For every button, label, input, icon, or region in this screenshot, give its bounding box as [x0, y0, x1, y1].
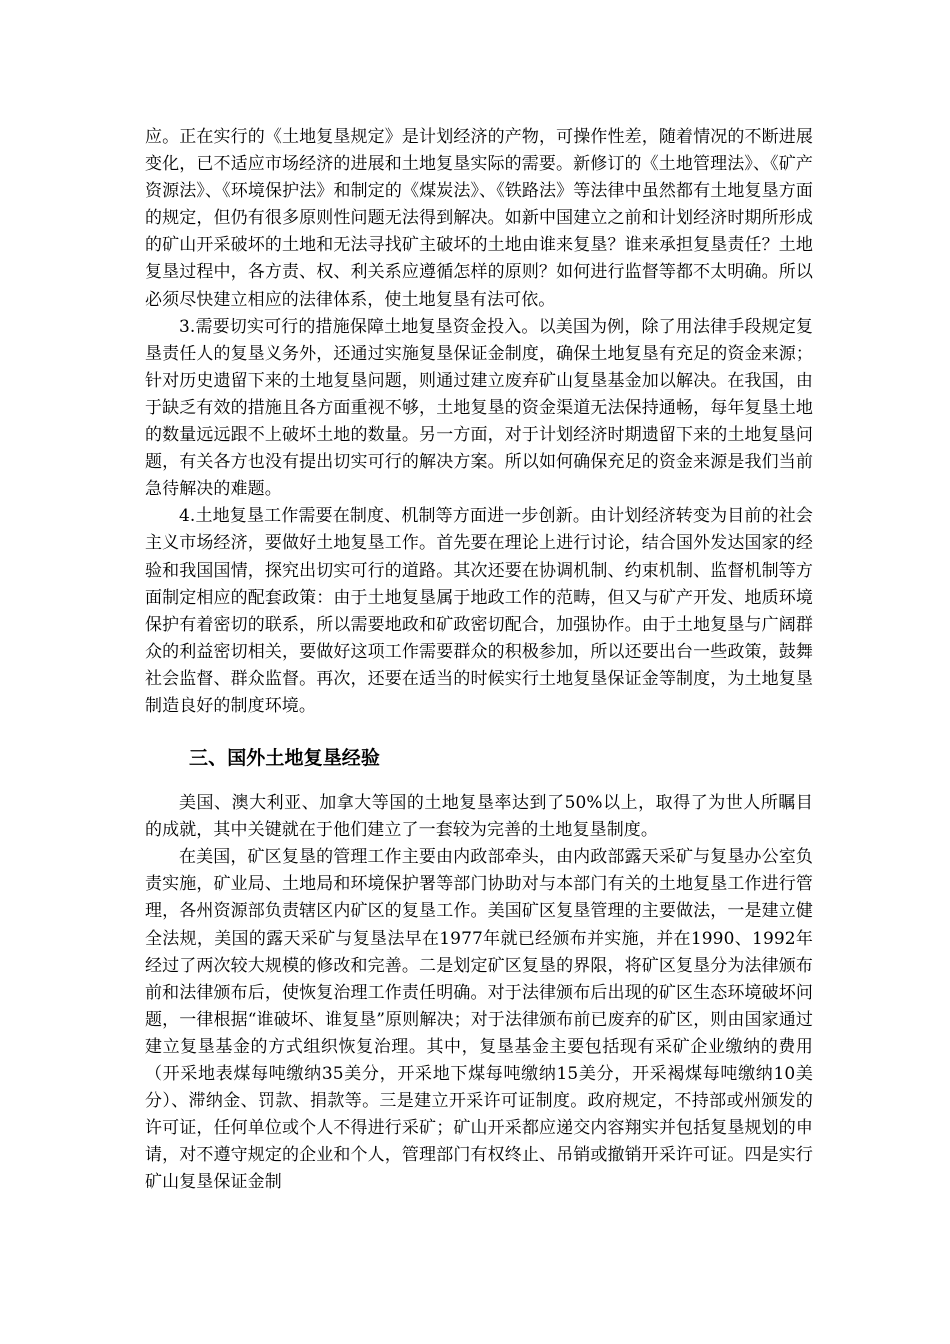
paragraph-law-system: 应。正在实行的《土地复垦规定》是计划经济的产物，可操作性差，随着情况的不断进展变化，已不适应市场经济的进展和土地复垦实际的需要。新修订的《土地管理法》、《矿产资源法》、《环境保护法》和制定的《煤炭法》、《铁路法》等法律中虽然都有土地复垦方面的规定，但仍有很多原则性问题无法得到解决。如新中国建立之前和计划经济时期所形成的矿山开采破坏的土地和无法寻找矿主破坏的土地由谁来复垦？谁来承担复垦责任？土地复垦过程中，各方责、权、利关系应遵循怎样的原则？如何进行监督等都不太明确。所以必须尽快建立相应的法律体系，使土地复垦有法可依。 [145, 127, 813, 310]
paragraph-funding: 3.需要切实可行的措施保障土地复垦资金投入。以美国为例，除了用法律手段规定复垦责任人的复垦义务外，还通过实施复垦保证金制度，确保土地复垦有充足的资金来源；针对历史遗留下来的土地复垦问题，则通过建立废弃矿山复垦基金加以解决。在我国，由于缺乏有效的措施且各方面重视不够，土地复垦的资金渠道无法保持通畅，每年复垦土地的数量远远跟不上破坏土地的数量。另一方面，对于计划经济时期遗留下来的土地复垦问题，有关各方也没有提出切实可行的解决方案。所以如何确保充足的资金来源是我们当前急待解决的难题。 [145, 316, 813, 500]
section-heading-wrap [145, 744, 813, 772]
section-before-heading [145, 124, 813, 720]
paragraph-foreign-overview: 美国、澳大利亚、加拿大等国的土地复垦率达到了50%以上，取得了为世人所瞩目的成就，其中关键就在于他们建立了一套较为完善的土地复垦制度。 [145, 793, 813, 841]
document-page [145, 124, 813, 1196]
paragraph-usa-management: 在美国，矿区复垦的管理工作主要由内政部牵头，由内政部露天采矿与复垦办公室负责实施，矿业局、土地局和环境保护署等部门协助对与本部门有关的土地复垦工作进行管理，各州资源部负责辖区内矿区的复垦工作。美国矿区复垦管理的主要做法，一是建立健全法规，美国的露天采矿与复垦法早在1977年就已经颁布并实施，并在1990、1992年经过了两次较大规模的修改和完善。二是划定矿区复垦的界限，将矿区复垦分为法律颁布前和法律颁布后，使恢复治理工作责任明确。对于法律颁布后出现的矿区生态环境破坏问题，一律根据“谁破坏、谁复垦”原则解决；对于法律颁布前已废弃的矿区，则由国家通过建立复垦基金的方式组织恢复治理。其中，复垦基金主要包括现有采矿企业缴纳的费用（开采地表煤每吨缴纳35美分，开采地下煤每吨缴纳15美分，开采褐煤每吨缴纳10美分）、滞纳金、罚款、捐款等。三是建立开采许可证制度。政府规定，不持部或州颁发的许可证，任何单位或个人不得进行采矿；矿山开采都应递交内容翔实并包括复垦规划的申请，对不遵守规定的企业和个人，管理部门有权终止、吊销或撤销开采许可证。四是实行矿山复垦保证金制 [145, 847, 813, 1193]
section-after-heading [145, 790, 813, 1196]
paragraph-innovation: 4.土地复垦工作需要在制度、机制等方面进一步创新。由计划经济转变为目前的社会主义市场经济，要做好土地复垦工作。首先要在理论上进行讨论，结合国外发达国家的经验和我国国情，探究出切实可行的道路。其次还要在协调机制、约束机制、监督机制等方面制定相应的配套政策：由于土地复垦属于地政工作的范畴，但又与矿产开发、地质环境保护有着密切的联系，所以需要地政和矿政密切配合，加强协作。由于土地复垦与广阔群众的利益密切相关，要做好这项工作需要群众的积极参加，所以还要出台一些政策，鼓舞社会监督、群众监督。再次，还要在适当的时候实行土地复垦保证金等制度，为土地复垦制造良好的制度环境。 [145, 506, 813, 716]
section-heading: 三、国外土地复垦经验 [189, 747, 381, 770]
